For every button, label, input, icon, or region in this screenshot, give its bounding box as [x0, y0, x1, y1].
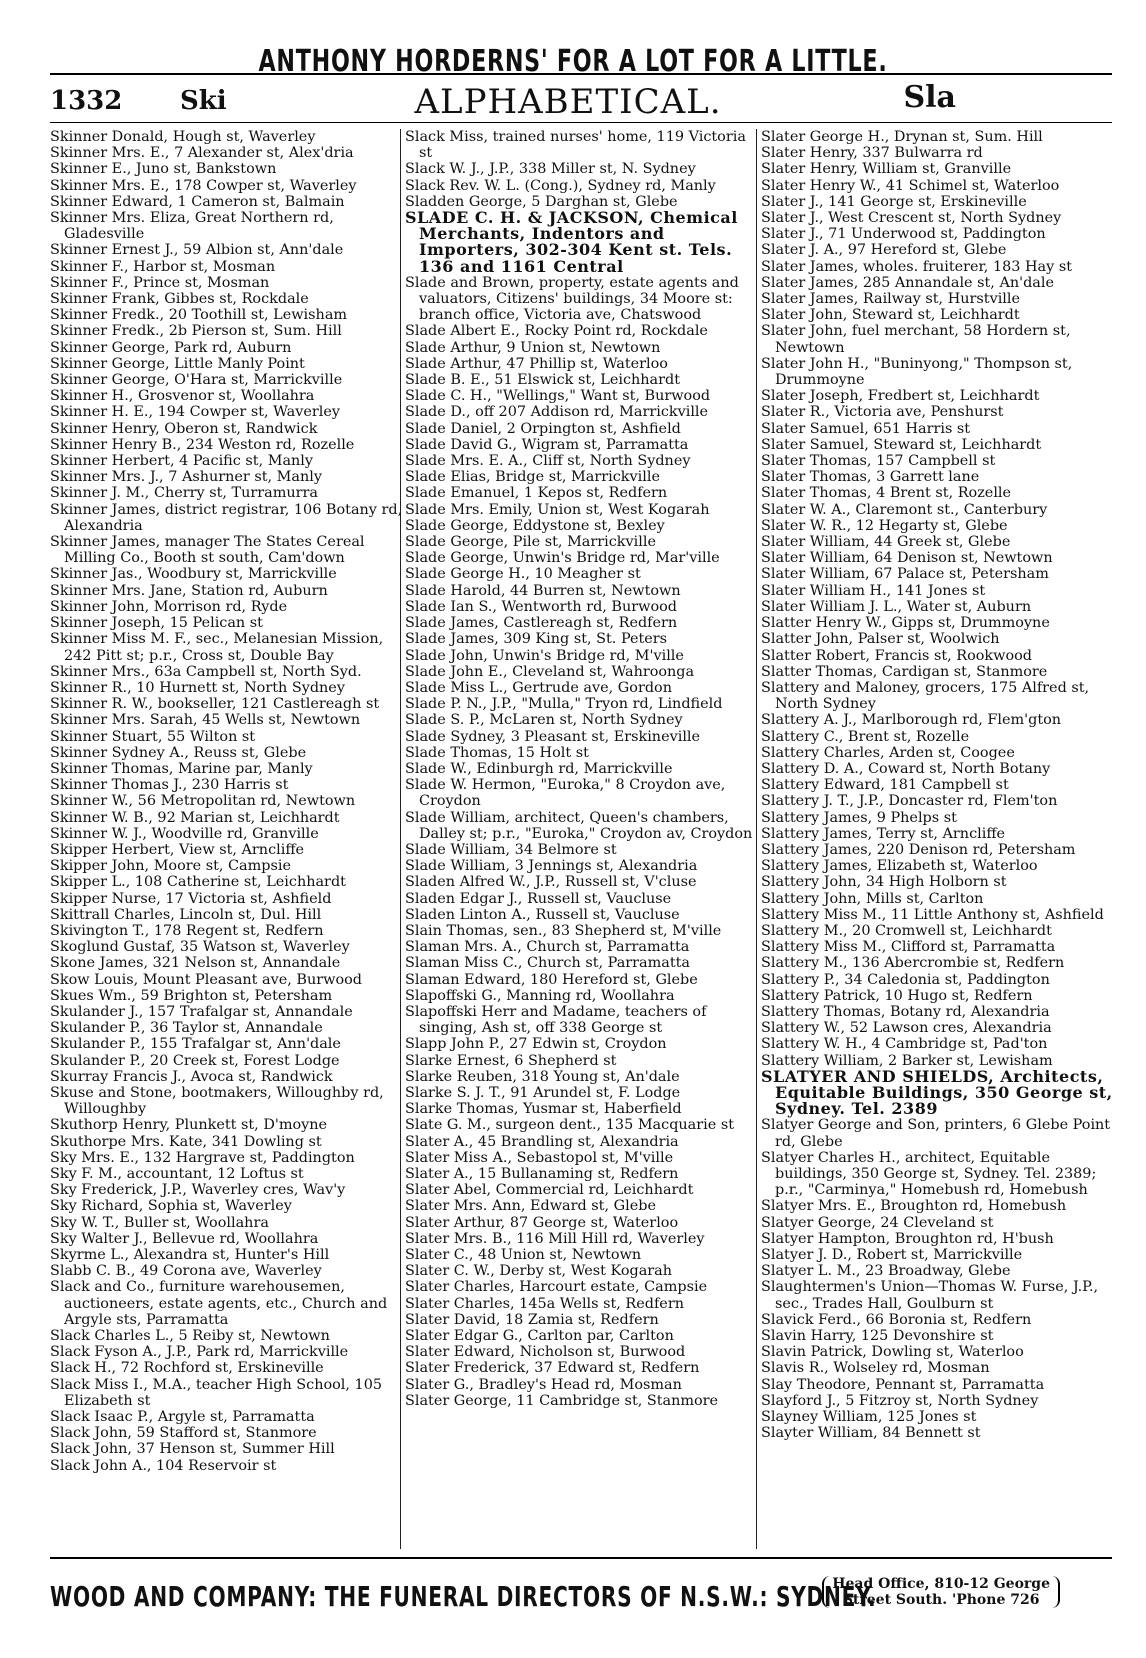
directory-entry: Slater Edward, Nicholson st, Burwood — [405, 1344, 686, 1361]
directory-entry: Skipper John, Moore st, Campsie — [50, 858, 291, 875]
running-header — [50, 80, 1086, 122]
directory-entry: Skulander P., 20 Creek st, Forest Lodge — [50, 1052, 340, 1069]
directory-entry: Sky Walter J., Bellevue rd, Woollahra — [50, 1230, 319, 1247]
directory-entry: Skone James, 321 Nelson st, Annandale — [50, 955, 341, 972]
directory-entry: Slattery M., 20 Cromwell st, Leichhardt — [761, 922, 1052, 939]
directory-entry: Slarke Thomas, Yusmar st, Haberfield — [405, 1101, 682, 1118]
directory-column-1 — [50, 129, 404, 1474]
directory-entry: Slade George, Pile st, Marrickville — [405, 534, 656, 551]
directory-entry: Slattery James, 9 Phelps st — [761, 809, 957, 826]
page-number: 1332 — [50, 86, 123, 116]
directory-entry: Slater J., West Crescent st, North Sydney — [761, 210, 1062, 227]
directory-entry: Slade John E., Cleveland st, Wahroonga — [405, 663, 695, 680]
directory-entry: Skinner F., Prince st, Mosman — [50, 274, 270, 291]
directory-entry: Slate G. M., surgeon dent., 135 Macquarie st — [405, 1117, 734, 1134]
directory-entry: Slatyer L. M., 23 Broadway, Glebe — [761, 1263, 1011, 1280]
directory-entry: Skinner Sydney A., Reuss st, Glebe — [50, 744, 307, 761]
directory-entry: Slater Henry W., 41 Schimel st, Waterloo — [761, 177, 1060, 194]
directory-entry: Slade W. Hermon, "Euroka," 8 Croydon ave, Croydon — [405, 777, 726, 810]
directory-entry: Skinner Thomas, Marine par, Manly — [50, 760, 313, 777]
directory-entry: Slade C. H., "Wellings," Want st, Burwood — [405, 388, 711, 405]
directory-entry: Skinner Donald, Hough st, Waverley — [50, 129, 316, 145]
directory-entry: Slade George H., 10 Meagher st — [405, 566, 641, 583]
directory-entry: Skinner Stuart, 55 Wilton st — [50, 728, 256, 745]
directory-entry: Slack and Co., furniture warehousemen, auctioneers, estate agents, etc., Church and Argyle sts, Parramatta — [50, 1279, 388, 1328]
directory-entry: Sladen Linton A., Russell st, Vaucluse — [405, 906, 680, 923]
directory-entry: Skinner James, manager The States Cereal Milling Co., Booth st south, Cam'down — [50, 534, 365, 567]
directory-entry: Slatyer J. D., Robert st, Marrickville — [761, 1247, 1023, 1264]
directory-entry: Slater Arthur, 87 George st, Waterloo — [405, 1214, 679, 1231]
directory-entry: Slayter William, 84 Bennett st — [761, 1425, 981, 1442]
directory-entry: Slarke S. J. T., 91 Arundel st, F. Lodge — [405, 1084, 681, 1101]
directory-entry: Slattery James, Elizabeth st, Waterloo — [761, 858, 1038, 875]
directory-entry: Slater George, 11 Cambridge st, Stanmore — [405, 1392, 719, 1409]
directory-entry: Slattery W., 52 Lawson cres, Alexandria — [761, 1020, 1052, 1037]
directory-entry: Slater J. A., 97 Hereford st, Glebe — [761, 242, 1007, 259]
directory-entry: Slattery A. J., Marlborough rd, Flem'gton — [761, 712, 1062, 729]
footer-address — [822, 1576, 1060, 1608]
directory-entry: Slater John H., "Buninyong," Thompson st, Drummoyne — [761, 355, 1073, 389]
footer-text: WOOD AND COMPANY: THE FUNERAL DIRECTORS OF N.S.W.: SYDNEY. — [50, 1580, 877, 1613]
directory-entry: Slay Theodore, Pennant st, Parramatta — [761, 1376, 1045, 1393]
directory-entry: Slade Emanuel, 1 Kepos st, Redfern — [405, 485, 668, 502]
directory-entry: Skulander P., 155 Trafalgar st, Ann'dale — [50, 1036, 341, 1053]
directory-entry: Slade James, 309 King st, St. Peters — [405, 631, 668, 648]
directory-entry: Slattery James, Terry st, Arncliffe — [761, 825, 1006, 842]
directory-entry: Slater George H., Drynan st, Sum. Hill — [761, 129, 1043, 145]
directory-entry: Slavin Harry, 125 Devonshire st — [761, 1328, 994, 1345]
directory-entry: Slade Arthur, 9 Union st, Newtown — [405, 339, 661, 356]
directory-entry: Slater W. R., 12 Hegarty st, Glebe — [761, 517, 1008, 534]
directory-entry: Slatter John, Palser st, Woolwich — [761, 631, 1000, 648]
directory-entry: Slater John, fuel merchant, 58 Hordern st, Newtown — [761, 323, 1071, 356]
directory-column-3 — [761, 129, 1115, 1441]
directory-entry: Slater Mrs. B., 116 Mill Hill rd, Waverley — [405, 1230, 705, 1247]
directory-entry: Skoglund Gustaf, 35 Watson st, Waverley — [50, 939, 350, 956]
directory-entry: Skinner George, Little Manly Point — [50, 355, 305, 372]
directory-entry: Slade Mrs. E. A., Cliff st, North Sydney — [405, 453, 691, 470]
directory-entry: Slaughtermen's Union—Thomas W. Furse, J.P., sec., Trades Hall, Goulburn st — [761, 1279, 1099, 1312]
directory-entry: Slack John, 59 Stafford st, Stanmore — [50, 1425, 317, 1442]
directory-entry: Skinner Henry B., 234 Weston rd, Rozelle — [50, 436, 355, 453]
directory-entry: Skinner John, Morrison rd, Ryde — [50, 598, 288, 615]
directory-entry: Slack Charles L., 5 Reiby st, Newtown — [50, 1328, 330, 1345]
directory-entry: Slapp John P., 27 Edwin st, Croydon — [405, 1036, 667, 1053]
directory-entry: Slater James, 285 Annandale st, An'dale — [761, 274, 1054, 291]
footer-address-line: Street South. 'Phone 726 — [842, 1592, 1040, 1608]
directory-entry: Slater William, 67 Palace st, Petersham — [761, 566, 1049, 583]
directory-entry: Sladden George, 5 Darghan st, Glebe — [405, 193, 678, 210]
directory-entry: Skinner Mrs. Sarah, 45 Wells st, Newtown — [50, 712, 361, 729]
directory-entry: Slain Thomas, sen., 83 Shepherd st, M'ville — [405, 922, 722, 939]
header-rule — [50, 122, 1112, 123]
directory-entry: Skuthorp Henry, Plunkett st, D'moyne — [50, 1117, 328, 1134]
directory-entry: Sky F. M., accountant, 12 Loftus st — [50, 1166, 304, 1182]
directory-entry: Slater A., 15 Bullanaming st, Redfern — [405, 1166, 679, 1182]
directory-entry: Skinner Jas., Woodbury st, Marrickville — [50, 566, 337, 583]
directory-entry: Slack Isaac P., Argyle st, Parramatta — [50, 1409, 315, 1426]
directory-entry: Slaman Miss C., Church st, Parramatta — [405, 955, 690, 972]
directory-entry: Slattery Patrick, 10 Hugo st, Redfern — [761, 987, 1033, 1004]
directory-entry: Slack Miss, trained nurses' home, 119 Victoria st — [405, 129, 746, 162]
directory-entry: Slattery P., 34 Caledonia st, Paddington — [761, 971, 1050, 988]
directory-entry: Skinner Edward, 1 Cameron st, Balmain — [50, 193, 345, 210]
directory-entry: Slade George, Unwin's Bridge rd, Mar'ville — [405, 550, 720, 567]
directory-entry: SLATYER AND SHIELDS, Architects, Equitable Buildings, 350 George st, Sydney. Tel. 2389 — [761, 1066, 1113, 1119]
directory-entry: Slater Henry, 337 Bulwarra rd — [761, 145, 983, 162]
directory-entry: Skulander J., 157 Trafalgar st, Annandale — [50, 1003, 353, 1020]
directory-entry: Slattery Charles, Arden st, Coogee — [761, 744, 1015, 761]
directory-entry: Slatter Thomas, Cardigan st, Stanmore — [761, 663, 1048, 680]
footer-rule — [50, 1557, 1112, 1559]
directory-entry: Slatyer George and Son, printers, 6 Glebe Point rd, Glebe — [761, 1117, 1111, 1150]
directory-entry: Slade Mrs. Emily, Union st, West Kogarah — [405, 501, 710, 518]
directory-entry: Skivington T., 178 Regent st, Redfern — [50, 922, 324, 939]
directory-entry: Skinner W., 56 Metropolitan rd, Newtown — [50, 793, 356, 810]
directory-entry: Slater William H., 141 Jones st — [761, 582, 986, 599]
directory-entry: Slattery and Maloney, grocers, 175 Alfred st, North Sydney — [761, 679, 1090, 713]
directory-entry: Sladen Edgar J., Russell st, Vaucluse — [405, 890, 672, 907]
directory-entry: Skinner W. J., Woodville rd, Granville — [50, 825, 319, 842]
directory-entry: Slater James, wholes. fruiterer, 183 Hay st — [761, 258, 1072, 275]
directory-entry: Sky W. T., Buller st, Woollahra — [50, 1214, 269, 1231]
directory-entry: Slade Arthur, 47 Phillip st, Waterloo — [405, 355, 668, 372]
directory-entry: Skinner H. E., 194 Cowper st, Waverley — [50, 404, 341, 421]
directory-entry: Skinner Henry, Oberon st, Randwick — [50, 420, 318, 437]
directory-entry: Slack Miss I., M.A., teacher High School, 105 Elizabeth st — [50, 1376, 383, 1409]
directory-entry: Slater Miss A., Sebastopol st, M'ville — [405, 1149, 674, 1166]
directory-entry: Skow Louis, Mount Pleasant ave, Burwood — [50, 971, 362, 988]
directory-column-2 — [405, 129, 759, 1409]
directory-entry: Slater Thomas, 4 Brent st, Rozelle — [761, 485, 1012, 502]
directory-entry: Slade S. P., McLaren st, North Sydney — [405, 712, 683, 729]
directory-entry: Slade James, Castlereagh st, Redfern — [405, 615, 678, 632]
directory-entry: Slattery D. A., Coward st, North Botany — [761, 760, 1051, 777]
right-guide-word: Sla — [903, 80, 956, 115]
directory-entry: Skuthorpe Mrs. Kate, 341 Dowling st — [50, 1133, 322, 1150]
directory-entry: Skinner Mrs. Eliza, Great Northern rd, Gladesville — [50, 210, 334, 243]
directory-entry: Slater J., 71 Underwood st, Paddington — [761, 226, 1046, 243]
directory-entry: Slade Sydney, 3 Pleasant st, Erskineville — [405, 728, 701, 745]
directory-entry: Slabb C. B., 49 Corona ave, Waverley — [50, 1263, 322, 1280]
directory-entry: Skinner H., Grosvenor st, Woollahra — [50, 388, 315, 405]
directory-entry: Slater A., 45 Brandling st, Alexandria — [405, 1133, 679, 1150]
directory-entry: Slade Harold, 44 Burren st, Newtown — [405, 582, 681, 599]
directory-entry: Skurray Francis J., Avoca st, Randwick — [50, 1068, 333, 1085]
directory-entry: Skinner Frank, Gibbes st, Rockdale — [50, 291, 309, 308]
directory-entry: Slater William, 64 Denison st, Newtown — [761, 550, 1053, 567]
directory-entry: Slater Charles, 145a Wells st, Redfern — [405, 1295, 684, 1312]
directory-entry: Skinner Miss M. F., sec., Melanesian Mission, 242 Pitt st; p.r., Cross st, Double Bay — [50, 631, 384, 664]
directory-entry: Slade B. E., 51 Elswick st, Leichhardt — [405, 372, 680, 389]
directory-entry: Skinner F., Harbor st, Mosman — [50, 258, 276, 275]
directory-entry: Slattery James, 220 Denison rd, Petersham — [761, 841, 1076, 858]
directory-entry: Skipper Herbert, View st, Arncliffe — [50, 841, 305, 858]
directory-entry: Skinner Mrs. E., 7 Alexander st, Alex'dria — [50, 145, 354, 162]
directory-entry: Skinner W. B., 92 Marian st, Leichhardt — [50, 809, 340, 826]
directory-entry: Slater C., 48 Union st, Newtown — [405, 1247, 642, 1264]
directory-entry: Slarke Reuben, 318 Young st, An'dale — [405, 1068, 680, 1085]
directory-entry: Slater R., Victoria ave, Penshurst — [761, 404, 1004, 421]
directory-entry: Skinner Joseph, 15 Pelican st — [50, 615, 263, 632]
directory-entry: Slattery W. H., 4 Cambridge st, Pad'ton — [761, 1036, 1048, 1053]
directory-entry: Slarke Ernest, 6 Shepherd st — [405, 1052, 617, 1069]
directory-entry: Slatyer Hampton, Broughton rd, H'bush — [761, 1230, 1054, 1247]
directory-entry: Slavick Ferd., 66 Boronia st, Redfern — [761, 1311, 1032, 1328]
directory-entry: Slade George, Eddystone st, Bexley — [405, 517, 665, 534]
directory-entry: Slattery M., 136 Abercrombie st, Redfern — [761, 955, 1065, 972]
directory-entry: Slattery William, 2 Barker st, Lewisham — [761, 1052, 1053, 1069]
directory-entry: Slater G., Bradley's Head rd, Mosman — [405, 1376, 682, 1393]
directory-entry: Slater Charles, Harcourt estate, Campsie — [405, 1279, 708, 1296]
directory-entry: Slattery John, 34 High Holborn st — [761, 874, 1007, 891]
directory-entry: Slater David, 18 Zamia st, Redfern — [405, 1311, 659, 1328]
directory-entry: Slater Samuel, 651 Harris st — [761, 420, 971, 437]
directory-entry: Slatyer George, 24 Cleveland st — [761, 1214, 994, 1231]
directory-entry: Slater Joseph, Fredbert st, Leichhardt — [761, 388, 1040, 405]
directory-entry: Skinner Mrs., 63a Campbell st, North Syd. — [50, 663, 362, 680]
directory-entry: Skinner Mrs. Jane, Station rd, Auburn — [50, 582, 328, 599]
directory-entry: Slattery Thomas, Botany rd, Alexandria — [761, 1003, 1050, 1020]
directory-entry: Slapoffski Herr and Madame, teachers of singing, Ash st, off 338 George st — [405, 1003, 707, 1037]
directory-entry: Slade and Brown, property, estate agents and valuators, Citizens' buildings, 34 Moore st: branch office, Victoria ave, Chatswood — [405, 274, 739, 324]
directory-entry: Slack W. J., J.P., 338 Miller st, N. Sydney — [405, 161, 696, 178]
directory-entry: Slater C. W., Derby st, West Kogarah — [405, 1263, 673, 1280]
directory-entry: Slater James, Railway st, Hurstville — [761, 291, 1021, 308]
directory-entry: Skinner George, Park rd, Auburn — [50, 339, 292, 356]
directory-entry: Slack Fyson A., J.P., Park rd, Marrickville — [50, 1344, 349, 1361]
directory-entry: Slaman Mrs. A., Church st, Parramatta — [405, 939, 690, 956]
directory-entry: SLADE C. H. & JACKSON, Chemical Merchants, Indentors and Importers, 302-304 Kent st. Tels. 136 and 1161 Central — [405, 208, 738, 276]
directory-entry: Slavis R., Wolseley rd, Mosman — [761, 1360, 990, 1377]
directory-entry: Slatyer Mrs. E., Broughton rd, Homebush — [761, 1198, 1067, 1215]
directory-entry: Skinner Fredk., 20 Toothill st, Lewisham — [50, 307, 348, 324]
directory-entry: Skulander P., 36 Taylor st, Annandale — [50, 1020, 323, 1037]
directory-entry: Slack John A., 104 Reservoir st — [50, 1457, 277, 1474]
directory-entry: Slade William, architect, Queen's chambers, Dalley st; p.r., "Euroka," Croydon av, Croydon — [405, 809, 753, 842]
directory-entry: Slade Daniel, 2 Orpington st, Ashfield — [405, 420, 681, 437]
directory-entry: Slade W., Edinburgh rd, Marrickville — [405, 760, 673, 777]
directory-entry: Skinner Thomas J., 230 Harris st — [50, 777, 289, 794]
footer-address-line: Head Office, 810-12 George — [832, 1576, 1050, 1592]
directory-entry: Skipper Nurse, 17 Victoria st, Ashfield — [50, 890, 332, 907]
directory-entry: Sky Mrs. E., 132 Hargrave st, Paddington — [50, 1149, 355, 1166]
directory-entry: Slade John, Unwin's Bridge rd, M'ville — [405, 647, 684, 664]
directory-entry: Slater Frederick, 37 Edward st, Redfern — [405, 1360, 700, 1377]
directory-entry: Slater Henry, William st, Granville — [761, 161, 1012, 178]
directory-entry: Skues Wm., 59 Brighton st, Petersham — [50, 987, 333, 1004]
directory-entry: Slade Elias, Bridge st, Marrickville — [405, 469, 660, 486]
directory-entry: Slade Albert E., Rocky Point rd, Rockdale — [405, 323, 708, 340]
directory-entry: Sky Richard, Sophia st, Waverley — [50, 1198, 292, 1215]
directory-entry: Slavin Patrick, Dowling st, Waterloo — [761, 1344, 1024, 1361]
directory-entry: Slater Thomas, 3 Garrett lane — [761, 469, 980, 486]
directory-entry: Sky Frederick, J.P., Waverley cres, Wav'y — [50, 1182, 346, 1199]
directory-entry: Slayford J., 5 Fitzroy st, North Sydney — [761, 1392, 1039, 1409]
advertising-banner: ANTHONY HORDERNS' FOR A LOT FOR A LITTLE. — [258, 44, 888, 79]
directory-entry: Slater Samuel, Steward st, Leichhardt — [761, 436, 1042, 453]
directory-entry: Slade P. N., J.P., "Mulla," Tryon rd, Lindfield — [405, 696, 723, 713]
directory-entry: Slatter Robert, Francis st, Rookwood — [761, 647, 1033, 664]
directory-entry: Slade Miss L., Gertrude ave, Gordon — [405, 679, 672, 696]
directory-entry: Skinner George, O'Hara st, Marrickville — [50, 372, 343, 389]
directory-entry: Skittrall Charles, Lincoln st, Dul. Hill — [50, 906, 322, 923]
directory-entry: Slattery Edward, 181 Campbell st — [761, 777, 1009, 794]
directory-entry: Slade D., off 207 Addison rd, Marrickville — [405, 404, 709, 421]
directory-entry: Slater Mrs. Ann, Edward st, Glebe — [405, 1198, 656, 1215]
directory-entry: Slayney William, 125 Jones st — [761, 1409, 977, 1426]
footer-advertisement — [50, 1576, 1060, 1630]
directory-entry: Skuse and Stone, bootmakers, Willoughby rd, Willoughby — [50, 1084, 384, 1118]
directory-entry: Slade William, 3 Jennings st, Alexandria — [405, 858, 698, 875]
directory-entry: Skipper L., 108 Catherine st, Leichhardt — [50, 874, 346, 891]
directory-entry: Slater William, 44 Greek st, Glebe — [761, 534, 1011, 551]
directory-entry: Slater Thomas, 157 Campbell st — [761, 453, 996, 470]
directory-entry: Slater W. A., Claremont st., Canterbury — [761, 501, 1048, 518]
directory-entry: Skinner Mrs. J., 7 Ashurner st, Manly — [50, 469, 323, 486]
page-title: ALPHABETICAL. — [414, 82, 722, 122]
directory-entry: Slattery John, Mills st, Carlton — [761, 890, 984, 907]
directory-entry: Slattery Miss M., Clifford st, Parramatta — [761, 939, 1056, 956]
directory-entry: Slatyer Charles H., architect, Equitable buildings, 350 George st, Sydney. Tel. 2389; p.r., "Carminya," Homebush rd, Homebush — [761, 1149, 1097, 1199]
directory-entry: Skinner E., Juno st, Bankstown — [50, 161, 277, 178]
directory-entry: Slattery J. T., J.P., Doncaster rd, Flem'ton — [761, 793, 1058, 810]
directory-entry: Slaman Edward, 180 Hereford st, Glebe — [405, 971, 698, 988]
directory-entry: Slatter Henry W., Gipps st, Drummoyne — [761, 615, 1050, 632]
directory-entry: Skinner Fredk., 2b Pierson st, Sum. Hill — [50, 323, 342, 340]
directory-entry: Slapoffski G., Manning rd, Woollahra — [405, 987, 675, 1004]
directory-entry: Skyrme L., Alexandra st, Hunter's Hill — [50, 1247, 330, 1264]
directory-entry: Slade Thomas, 15 Holt st — [405, 744, 589, 761]
directory-entry: Slade David G., Wigram st, Parramatta — [405, 436, 689, 453]
directory-entry: Slater J., 141 George st, Erskineville — [761, 193, 1027, 210]
directory-entry: Skinner James, district registrar, 106 Botany rd, Alexandria — [50, 501, 403, 534]
directory-entry: Slattery Miss M., 11 Little Anthony st, Ashfield — [761, 906, 1104, 923]
directory-entry: Slack Rev. W. L. (Cong.), Sydney rd, Manly — [405, 177, 716, 194]
directory-entry: Slater William J. L., Water st, Auburn — [761, 598, 1032, 615]
directory-entry: Skinner Ernest J., 59 Albion st, Ann'dale — [50, 242, 344, 259]
directory-entry: Sladen Alfred W., J.P., Russell st, V'cluse — [405, 874, 697, 891]
directory-entry: Slade William, 34 Belmore st — [405, 841, 617, 858]
directory-entry: Slade Ian S., Wentworth rd, Burwood — [405, 598, 678, 615]
directory-entry: Skinner Herbert, 4 Pacific st, Manly — [50, 453, 314, 470]
directory-entry: Slater John, Steward st, Leichhardt — [761, 307, 1020, 324]
directory-entry: Skinner R., 10 Hurnett st, North Sydney — [50, 679, 345, 696]
top-rule — [50, 73, 1112, 75]
directory-entry: Skinner J. M., Cherry st, Turramurra — [50, 485, 318, 502]
directory-entry: Slater Edgar G., Carlton par, Carlton — [405, 1328, 674, 1345]
directory-entry: Skinner R. W., bookseller, 121 Castlereagh st — [50, 696, 380, 713]
directory-entry: Slack John, 37 Henson st, Summer Hill — [50, 1441, 335, 1458]
directory-entry: Skinner Mrs. E., 178 Cowper st, Waverley — [50, 177, 357, 194]
directory-entry: Slattery C., Brent st, Rozelle — [761, 728, 970, 745]
directory-entry: Slack H., 72 Rochford st, Erskineville — [50, 1360, 324, 1377]
left-guide-word: Ski — [180, 86, 227, 116]
directory-entry: Slater Abel, Commercial rd, Leichhardt — [405, 1182, 694, 1199]
